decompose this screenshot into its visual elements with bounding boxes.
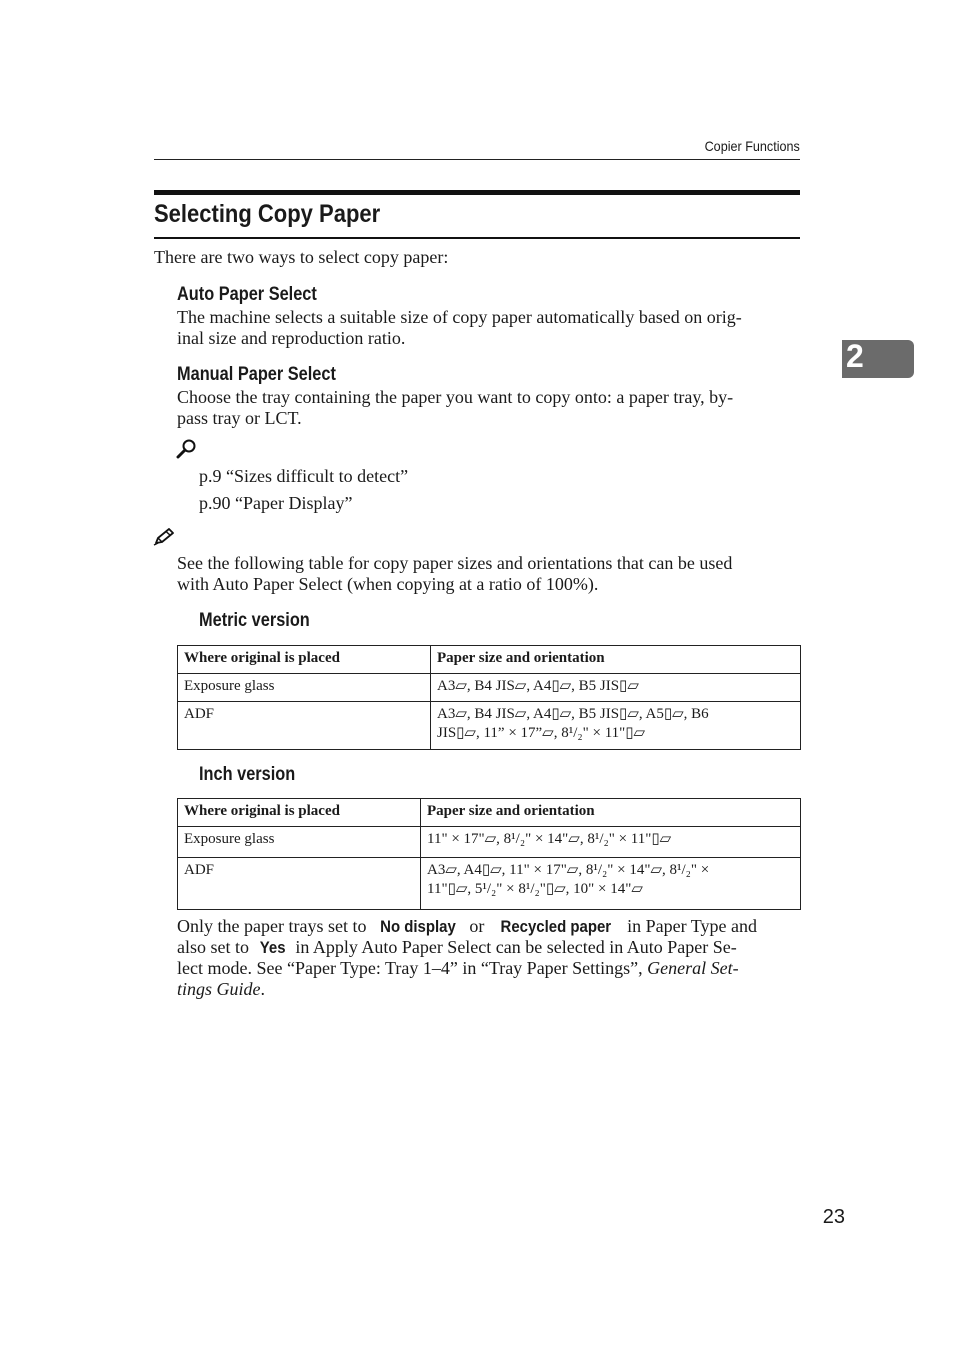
metric-place: ADF [178,702,431,750]
closing-line-4 [177,979,800,1000]
inch-table [177,798,801,910]
page-title: Selecting Copy Paper [154,200,381,228]
metric-sizes-line: JIS▯▱, 11” × 17”▱, 8¹/₂" × 11"▯▱ [437,725,646,741]
note-text [177,553,732,595]
closing-text: in Apply Auto Paper Select can be selected in Auto Paper Se- [295,937,737,957]
recycled-paper-keyword: Recycled paper [500,917,612,936]
closing-text: lect mode. See “Paper Type: Tray 1–4” in “Tray Paper Settings”, [177,958,643,978]
table-header-row [178,646,801,674]
title-rule-top [154,190,800,195]
closing-line-3 [177,958,800,979]
table-row [178,858,801,910]
table-row [178,674,801,702]
inch-heading: Inch version [199,764,296,785]
no-display-keyword: No display [380,917,456,936]
intro-text: There are two ways to select copy paper: [154,247,449,267]
reference-1[interactable]: p.9 “Sizes difficult to detect” [199,466,409,486]
inch-place: ADF [178,858,421,910]
metric-place: Exposure glass [178,674,431,702]
running-header: Copier Functions [704,138,800,154]
manual-line-1: Choose the tray containing the paper you want to copy onto: a paper tray, by- [177,387,734,407]
auto-line-1: The machine selects a suitable size of copy paper automatically based on orig- [177,307,742,327]
header-rule [154,159,800,160]
closing-paragraph [177,916,800,1000]
manual-heading: Manual Paper Select [177,364,336,385]
metric-col-size: Paper size and orientation [431,646,801,674]
inch-col-size: Paper size and orientation [421,799,801,827]
auto-heading: Auto Paper Select [177,284,317,305]
closing-line-1 [177,916,800,937]
inch-sizes-line: 11"▯▱, 5¹/₂" × 8¹/₂"▯▱, 10" × 14"▱ [427,881,643,897]
page-number: 23 [822,1206,845,1228]
manual-description [177,387,733,429]
metric-sizes: A3▱, B4 JIS▱, A4▯▱, B5 JIS▯▱ [431,674,801,702]
table-header-row [178,799,801,827]
manual-line-2: pass tray or LCT. [177,408,302,428]
metric-table [177,645,801,750]
table-row [178,702,801,750]
metric-heading: Metric version [199,610,310,631]
guide-title: General Set- [647,958,739,978]
auto-line-2: inal size and reproduction ratio. [177,328,406,348]
closing-text: in Paper Type and [627,916,757,936]
metric-col-place: Where original is placed [178,646,431,674]
reference-2[interactable]: p.90 “Paper Display” [199,493,353,513]
metric-sizes-line: A3▱, B4 JIS▱, A4▯▱, B5 JIS▯▱, A5▯▱, B6 [437,706,709,722]
closing-text: or [469,916,485,936]
note-line-2: with Auto Paper Select (when copying at a ratio of 100%). [177,574,599,594]
guide-title: tings Guide [177,979,261,999]
closing-text: Only the paper trays set to [177,916,367,936]
inch-sizes: 11" × 17"▱, 8¹/₂" × 14"▱, 8¹/₂" × 11"▯▱ [421,827,801,858]
magnifier-icon [176,438,198,460]
inch-col-place: Where original is placed [178,799,421,827]
table-row [178,827,801,858]
closing-text: also set to [177,937,249,957]
closing-line-2 [177,937,800,958]
inch-sizes-line: A3▱, A4▯▱, 11" × 17"▱, 8¹/₂" × 14"▱, 8¹/₂" × [427,862,710,878]
note-line-1: See the following table for copy paper sizes and orientations that can be used [177,553,733,573]
metric-sizes [431,702,801,750]
auto-description [177,307,742,349]
closing-text: . [260,979,265,999]
chapter-number: 2 [846,338,864,374]
inch-sizes [421,858,801,910]
pencil-icon [153,528,175,546]
inch-place: Exposure glass [178,827,421,858]
yes-keyword: Yes [259,938,286,957]
title-rule-bottom [154,237,800,239]
